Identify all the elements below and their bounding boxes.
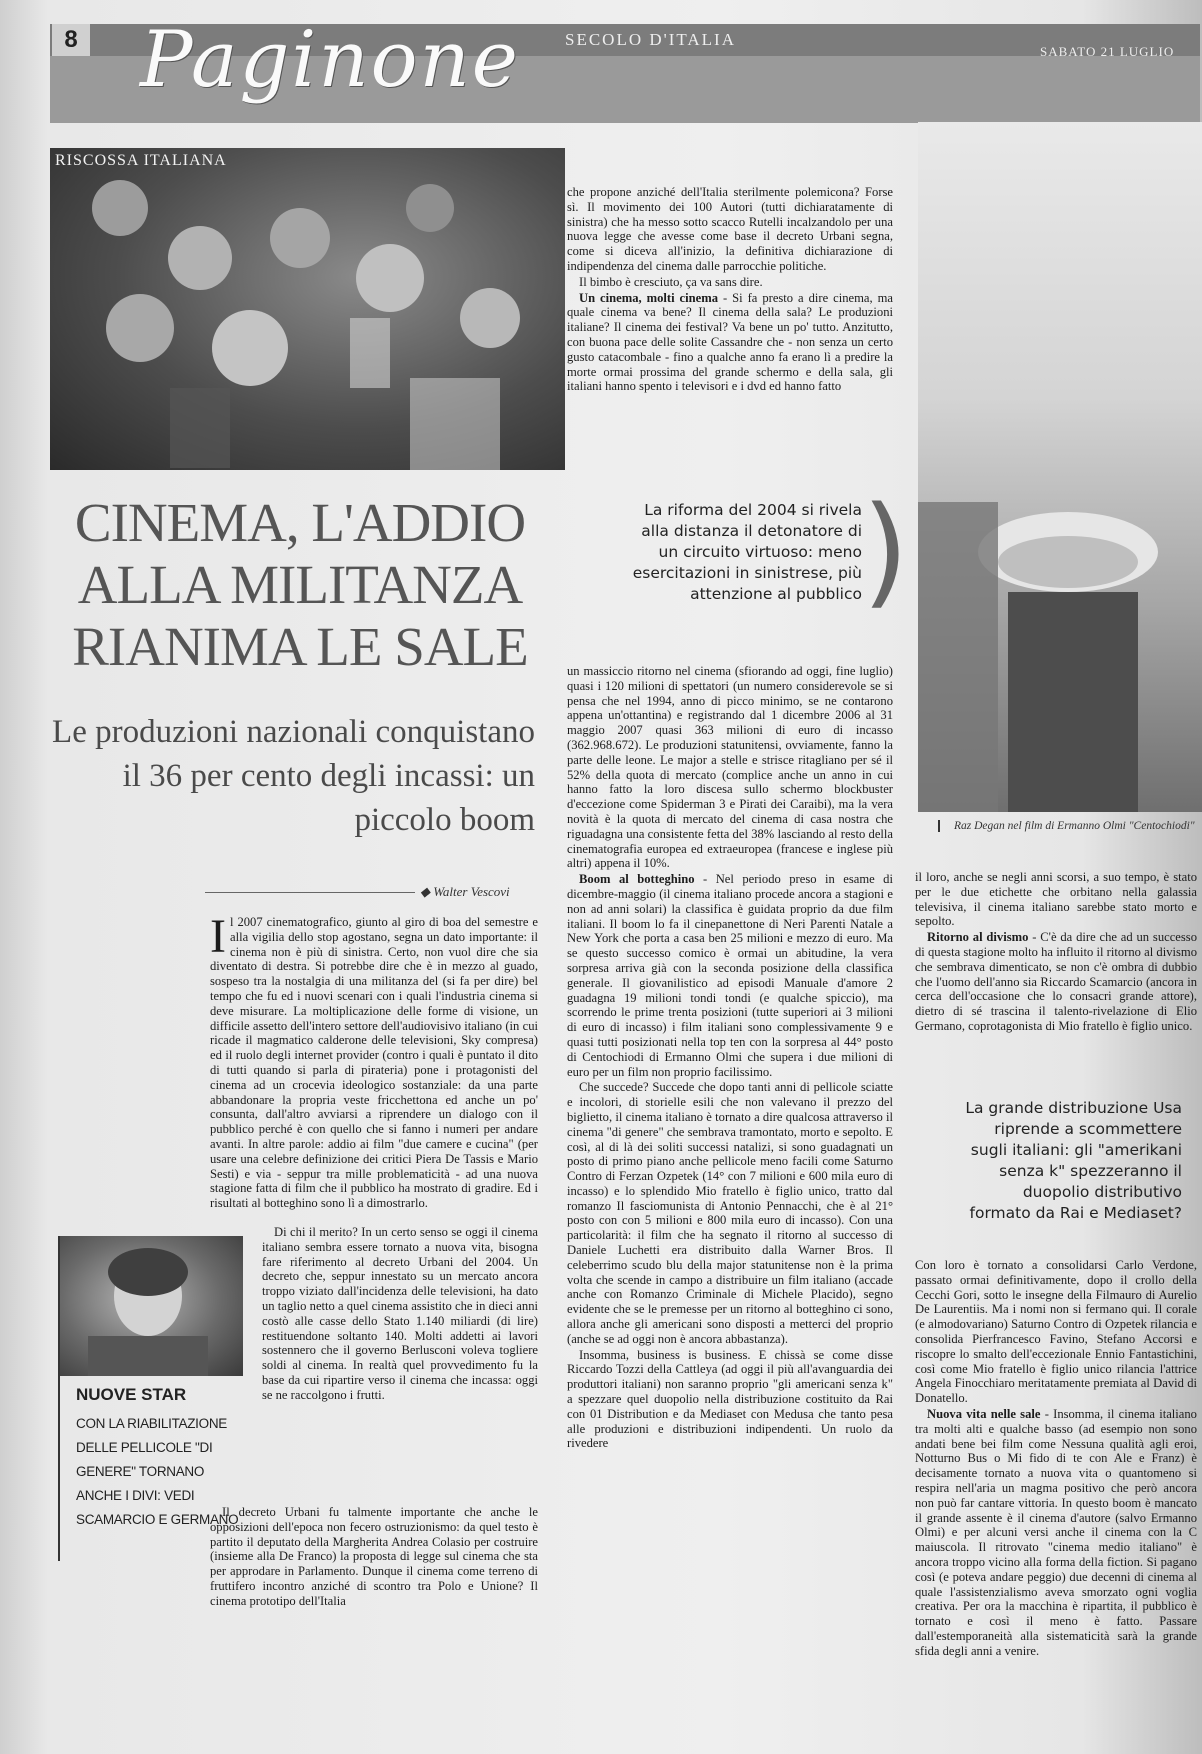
pullquote-distribution: La grande distribuzione Usa riprende a scommettere sugli italiani: gli "amerikani senza k" spezzeranno il duopolio distributivo formato da Rai e Mediaset? (965, 1099, 1182, 1222)
author-name: Walter Vescovi (433, 884, 510, 899)
column-3-bottom (915, 1258, 1197, 1736)
sidebar-rule (58, 1236, 60, 1561)
column-3-top (915, 870, 1197, 1075)
section-title: Paginone (140, 15, 520, 105)
byline-rule (205, 892, 415, 893)
issue-date: SABATO 21 LUGLIO (1040, 44, 1175, 59)
pullquote-reform: La riforma del 2004 si rivela alla distanza il detonatore di un circuito virtuoso: meno esercitazioni in sinistrese, più attenzione al pubblico (632, 501, 862, 603)
column-1-top (210, 915, 538, 1225)
actor-portrait-illustration (58, 1236, 243, 1376)
column-1-bottom (210, 1505, 538, 1730)
column-2-top (567, 185, 893, 475)
photo-section-tag: RISCOSSA ITALIANA (55, 152, 227, 169)
crowd-illustration (50, 148, 565, 470)
paragraph-decree: Il decreto Urbani fu talmente importante che anche le opposizioni dell'epoca non fecero ostruzionismo: da quel testo è partito il deputato della Margherita Andrea Colasio per costruire (insieme alla De Franco) la proposta di legge sul cinema che sta per approdare in Parlamento. Dunque il cinema come terreno di fruttifero incontro anziché di scontro tra Polo e Unione? Il cinema prototipo dell'Italia (210, 1505, 538, 1608)
paragraph-boom: - Nel periodo preso in esame di dicembre-maggio (il cinema italiano procede ancora a stagioni e non ad anni solari) la classifica è guidata proprio da due film italiani. Il boom lo fa il cinepanettone di Neri Parenti Natale a New York che porta a casa ben 25 milioni e mezzo di euro. Ma se questo successo comico è ormai un abitudine, la vera sorpresa arriva già con la seconda posizione della classifica generale. Il giovanilistico ad episodi Manuale d'amore 2 guadagna 19 milioni tondi tondi (e qualche spiccio), ma scorrendo le prime trenta posizioni (tutte superiori ai 3 milioni di euro di incasso) i film italiani sono complessivamente 9 e quasi tutti posizionati nella top ten con la sorpresa al 44° posto di Centochiodi di Ermanno Olmi che supera i due milioni di euro per un film non proprio facilissimo. (567, 872, 893, 1079)
paragraph-bimbo: Il bimbo è cresciuto, ça va sans dire. (579, 274, 763, 289)
subheading-un-cinema: Un cinema, molti cinema (579, 290, 719, 305)
paragraph-merit: Di chi il merito? In un certo senso se oggi il cinema italiano sembra essere tornato a nuova vita, bisogna fare riferimento al decreto Urbani del 2004. Un decreto che, seppur innestato su un mercato ancora troppo viziato dall'incidenza delle televisioni, ha dato un taglio netto a quel cinema assistito che in dieci anni costò alle casse dello Stato 1.140 miliardi (di lire) restituendone soltanto 140. Molti addetti ai lavori sostennero che il governo Berlusconi voleva togliere soldi al cinema. In realtà quel provvedimento fu la base da cui ripartire verso il cinema che incassa: oggi se ne raccolgono i frutti. (262, 1225, 538, 1402)
subheading-divismo: Ritorno al divismo (927, 930, 1029, 945)
article-subhead: Le produzioni nazionali conquistano il 36 per cento degli incassi: un piccolo boom (52, 714, 535, 838)
article-headline: CINEMA, L'ADDIO ALLA MILITANZA RIANIMA LE SALE (72, 492, 528, 677)
film-still-photo (918, 122, 1202, 812)
page-number: 8 (52, 24, 90, 56)
column-2-main (567, 664, 893, 1736)
subheading-boom: Boom al botteghino (579, 872, 695, 887)
crowd-photo (50, 148, 565, 470)
column-1-middle (262, 1225, 538, 1503)
newspaper-name: SECOLO D'ITALIA (565, 30, 736, 49)
paragraph-what-happens: Che succede? Succede che dopo tanti anni di pellicole sciatte e incolori, di storielle esili che non valevano il prezzo del biglietto, il cinema italiano è tornato a dire qualcosa attraverso il cinema "di genere" che sembrava tramontato, morto e sepolto. E così, al di là dei soliti successi natalizi, si sono guadagnati un posto di primo piano anche pellicole meno facili come Saturno Contro di Ferzan Ozpetek (14° con 7 milioni e 600 mila euro di incasso) e lo splendido Mio fratello è figlio unico, tratto dal romanzo Il fasciomunista di Antonio Pennacchi, che è al 21° posto con con 5 milioni e 800 mila euro di incasso). Con una particolarità: il film che ha segnato il ritorno al successo di Daniele Luchetti era distribuito dalla Warner Bros. Il celeberrimo scudo blu della major statunitense non è la prima volta che scende in campo a distribuire un film italiano (accade anche con Romanzo Criminale di Michele Placido), segno evidente che se le premesse per un ritorno al botteghino ci sono, allora anche gli americani sono disposti a metterci del proprio (anche se ad oggi non è ancora abbastanza). (567, 1080, 893, 1346)
photo-caption: Raz Degan nel film di Ermanno Olmi "Centochiodi" (938, 820, 1202, 832)
pullquote-bracket: ) (862, 482, 909, 621)
paragraph-verdone: Con loro è tornato a consolidarsi Carlo Verdone, passato ormai definitivamente, dopo il crollo della Cecchi Gori, sotto le insegne della Filmauro di Aurelio De Laurentiis. Ma i nomi non si fermano qui. Il corale (e almodovariano) Saturno Contro di Ozpetek rilancia e consolida Pierfrancesco Favino, Stefano Accorsi e riscopre lo smalto dell'eccezionale Ennio Fantastichini, così come Mio fratello è figlio unico rilancia l'attrice Angela Finocchiaro meritatamente premiata al David di Donatello. (915, 1258, 1197, 1406)
film-still-illustration (918, 122, 1202, 812)
sidebar-title: NUOVE STAR (76, 1385, 187, 1404)
sidebar-text: CON LA RIABILITAZIONE DELLE PELLICOLE "DI GENERE" TORNANO ANCHE I DIVI: VEDI SCAMARCIO E GERMANO (76, 1416, 239, 1527)
paragraph-role: il loro, anche se negli anni scorsi, a suo tempo, è stato per le due etichette che orbitano nella galassia televisiva, il cinema italiano sarebbe stato morto e sepolto. (915, 870, 1197, 929)
lead-paragraph: l 2007 cinematografico, giunto al giro di boa del semestre e alla vigilia dello stop agostano, segna un dato importante: il cinema non è più di sinistra. Certo, non vuol dire che sia diventato di destra. Si potrebbe dire che è in mezzo al guado, sospeso tra la nostalgia di una militanza del (si fa per dire) bel tempo che fu ed i nuovi scenari con i quali l'industria cinema si deve misurare. La moltiplicazione delle forme di visione, un difficile assetto dell'intero settore dell'audiovisivo italiano (in cui ricade il magmatico calderone delle televisioni, Sky compresa) ed il ruolo degli internet provider (contro i quali è puntato il dito di tutti quando si parla di pirateria) pone i protagonisti del cinema ad un crocevia ideologico sostanziale: da una parte abbandonare la propria veste fricchettona ed anche un po' consunta, dall'altro avviarsi a riprendere un dialogo con il pubblico perché è con quello che si fanno i numeri per andare avanti. In altre parole: addio ai film "due camere e cucina" (per usare una celebre definizione dei critici Piera De Tassis e Mario Sesti) e via - seppur tra mille problematicità - ad una nuova stagione fatta di film che il pubblico ha mostrato di gradire. Ed i risultati al botteghino sono lì a dimostrarlo. (210, 915, 538, 1211)
paragraph-divismo: - C'è da dire che ad un successo di questa stagione molto ha influito il ritorno al divismo che sembrava dimenticato, se non c'è ombra di dubbio che l'uomo dell'anno sia Riccardo Scamarcio (ancora in cerca dell'occasione che lo consacri grande attore), dietro di sé trascina il talento-rivelazione di Elio Germano, coprotagonista di Mio fratello è figlio unico. (915, 930, 1197, 1033)
subheading-nuova-vita: Nuova vita nelle sale (927, 1406, 1041, 1421)
paragraph-nuova-vita: - Insomma, il cinema italiano tra molti alti e qualche basso (ad esempio non sono andati bene bei film come Nessuna qualità agli eroi, Notturno Bus o Mi fido di te con Ale e Franz) è decisamente tornato a nuova vita o quantomeno si respira nell'aria un magma positivo che però ancora non può far cantare vittoria. In questo boom è mancato il grande assente è il cinema d'autore (salvo Ermanno Olmi) e per alcuni versi anche il cinema con la C maiuscola. Il ritrovato "cinema medio italiano" è ancora troppo vicino alla forma della fiction. Si pagano così (e poteva andare peggio) due decenni di cinema al quale l'assistenzialismo aveva smorzato ogni voglia creativa. Per ora la macchina è ripartita, il pubblico è tornato e così il meno è fatto. Passare dall'estemporaneità alla sistematicità sarà la grande sfida degli anni a venire. (915, 1406, 1197, 1658)
paragraph-return: un massiccio ritorno nel cinema (sfiorando ad oggi, fine luglio) quasi i 120 milioni di spettatori (un numero considerevole se si pensa che nel 1994, anno di picco minimo, se ne contarono appena un'ottantina) e registrando dal 1 dicembre 2006 al 31 maggio 2007 quasi 363 milioni di euro di incasso (362.968.672). Le produzioni statunitensi, ovviamente, fanno la parte delle leone. Le major a stelle e strisce ritagliano per sé il 52% della quota di mercato (complice anche un anno in cui hanno fatto la loro discesa sullo schermo blockbuster d'eccezione come Spiderman 3 e Pirati dei Caraibi), ma la vera novità è la quota di mercato del cinema di casa nostra che riguadagna una consistente fetta del 38% lasciando al resto della cinematografia europea ed extraeuropea (francese e inglese più altri) appena il 10%. (567, 664, 893, 871)
actor-portrait-photo (58, 1236, 243, 1376)
paragraph-polemic: che propone anziché dell'Italia sterilmente polemicona? Forse sì. Il movimento dei 100 Autori (tutti dichiaratamente di sinistra) che ha messo sotto scacco Rutelli incalzandolo per una nuova legge che avesse come base il decreto Urbani segna, come si diceva all'inizio, la definitiva dichiarazione di indipendenza del cinema dalle parrocchie politiche. (567, 185, 893, 273)
paragraph-business: Insomma, business is business. E chissà se come disse Riccardo Tozzi della Cattleya (ad oggi il più all'avanguardia dei produttori italiani) non saranno proprio "gli americani senza k" a spezzare quel duopolio nella distribuzione costituito da Rai con 01 Distribution e da Mediaset con Medusa che tanto pesa alle produzioni e distribuzioni indipendenti. Un ruolo da rivedere (567, 1347, 893, 1451)
paragraph-un-cinema: - Si fa presto a dire cinema, ma quale cinema va bene? Il cinema della sala? Le produzioni italiane? Il cinema dei festival? Va bene un po' tutto. Anzitutto, con buona pace delle solite Cassandre che - non senza un certo gusto catacombale - fino a qualche anno fa erano lì a predire la morte ormai prossima del grande schermo e della sala, gli italiani hanno spento i televisori e i dvd ed hanno fatto (567, 290, 893, 394)
drop-cap: I (210, 915, 226, 963)
byline: ◆ Walter Vescovi (420, 884, 510, 899)
